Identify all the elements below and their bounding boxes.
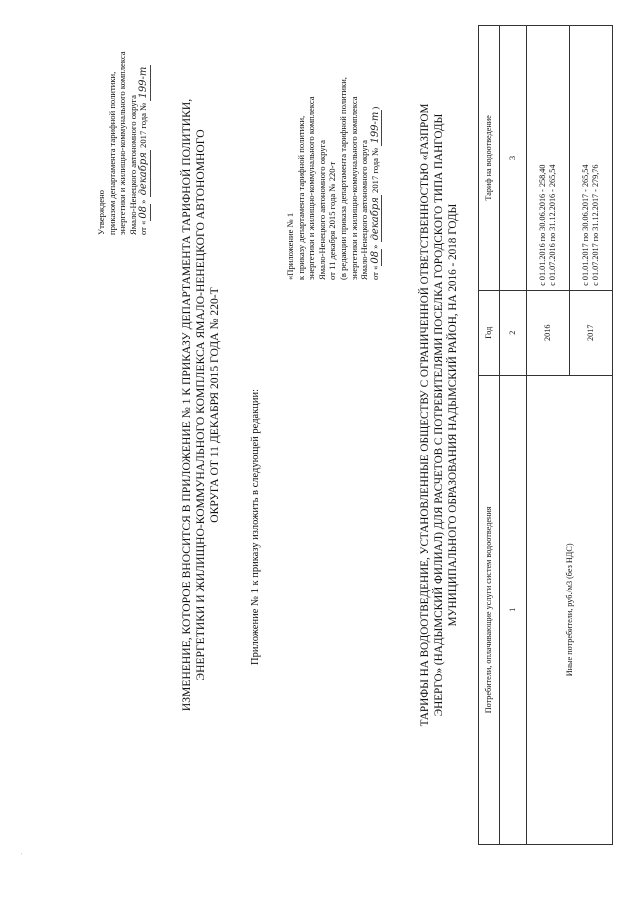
appendix-line: Ямало-Ненецкого автономного округа <box>359 140 370 280</box>
date-suffix: ) <box>369 106 380 110</box>
scan-noise: · <box>18 852 26 855</box>
approval-title: Утверждено <box>96 190 106 235</box>
appendix-line: (в редакции приказа департамента тарифной политики, <box>337 77 348 280</box>
tariff-period: с 01.01.2016 по 30.06.2016 - 258,40 <box>538 164 547 286</box>
year-cell: 2017 <box>570 290 613 375</box>
handwritten-day: 08 <box>138 205 150 219</box>
handwritten-number: 199-т <box>138 66 150 99</box>
date-prefix: от « <box>138 220 149 235</box>
year-cell: 2016 <box>527 290 570 375</box>
table-header-row <box>479 26 500 845</box>
date-mid: » <box>138 199 149 204</box>
appendix-line: к приказу департамента тарифной политики, <box>295 115 306 280</box>
appendix-line: энергетики и жилищно-коммунального комплекса <box>306 96 317 280</box>
handwritten-number: 199-т <box>369 111 381 144</box>
tariff-title-line: МУНИЦИПАЛЬНОГО ОБРАЗОВАНИЯ НАДЫМСКИЙ РАЙОН, НА 2016 - 2018 ГОДЫ <box>447 203 460 627</box>
column-number: 1 <box>500 375 527 844</box>
appendix-line: «Приложение № 1 <box>285 212 295 280</box>
main-heading <box>180 25 223 785</box>
intro-text: Приложение № 1 к приказу изложить в следующей редакции: <box>250 388 261 665</box>
tariff-cell <box>570 26 613 291</box>
heading-line: ОКРУГА ОТ 11 ДЕКАБРЯ 2015 ГОДА № 220-Т <box>208 287 222 523</box>
heading-line: ИЗМЕНЕНИЕ, КОТОРОЕ ВНОСИТСЯ В ПРИЛОЖЕНИЕ № 1 К ПРИКАЗУ ДЕПАРТАМЕНТА ТАРИФНОЙ ПОЛИТИКИ, <box>180 98 193 712</box>
appendix-line: энергетики и жилищно-коммунального комплекса <box>348 96 359 280</box>
tariff-period: с 01.07.2016 по 31.12.2016 - 265,54 <box>548 164 557 286</box>
tariff-cell <box>527 26 570 291</box>
appendix-line: Ямало-Ненецкого автономного округа <box>316 140 327 280</box>
date-prefix: от « <box>369 265 380 280</box>
tariff-period: с 01.01.2017 по 30.06.2017 - 265,54 <box>581 164 590 286</box>
heading-line: ЭНЕРГЕТИКИ И ЖИЛИЩНО-КОММУНАЛЬНОГО КОМПЛЕКСА ЯМАЛО-НЕНЕЦКОГО АВТОНОМНОГО <box>194 129 208 681</box>
approval-line: приказом департамента тарифной политики, <box>106 71 117 235</box>
tariff-period: с 01.07.2017 по 31.12.2017 - 279,76 <box>591 164 600 286</box>
header-consumers: Потребители, оплачивающие услуги систем водоотведения <box>479 375 500 844</box>
header-tariff: Тариф на водоотведение <box>479 26 500 291</box>
table-number-row <box>500 26 527 845</box>
approval-line: энергетики и жилищно-коммунального комплекса <box>117 51 128 235</box>
date-year: 2017 года № <box>138 102 149 148</box>
handwritten-month: декабря <box>369 197 381 241</box>
tariff-table <box>478 25 613 845</box>
approval-line: Ямало-Ненецкого автономного округа <box>127 95 138 235</box>
handwritten-month: декабря <box>138 152 150 196</box>
tariff-title <box>418 5 461 825</box>
tariff-title-line: ТАРИФЫ НА ВОДООТВЕДЕНИЕ, УСТАНОВЛЕННЫЕ ОБЩЕСТВУ С ОГРАНИЧЕННОЙ ОТВЕТСТВЕННОСТЬЮ «ГАЗПРОМ <box>419 103 431 727</box>
handwritten-day: 08 <box>369 250 381 264</box>
consumer-cell: Иные потребители, руб./м3 (без НДС) <box>527 375 613 844</box>
table-row <box>527 26 570 845</box>
tariff-title-line: ЭНЕРГО» (НАДЫМСКИЙ ФИЛИАЛ) ДЛЯ РАСЧЕТОВ С ПОТРЕБИТЕЛЯМИ ПОСЕЛКА ГОРОДСКОГО ТИПА ПАНГОДЫ <box>433 113 446 717</box>
appendix-line: от 11 декабря 2015 года № 220-т <box>327 161 338 280</box>
column-number: 3 <box>500 26 527 291</box>
column-number: 2 <box>500 290 527 375</box>
appendix-date <box>370 5 383 280</box>
header-year: Год <box>479 290 500 375</box>
approval-block <box>96 0 151 235</box>
approval-date <box>138 0 151 235</box>
date-year: 2017 года № <box>369 147 380 193</box>
date-mid: » <box>369 244 380 249</box>
appendix-block <box>285 5 382 280</box>
